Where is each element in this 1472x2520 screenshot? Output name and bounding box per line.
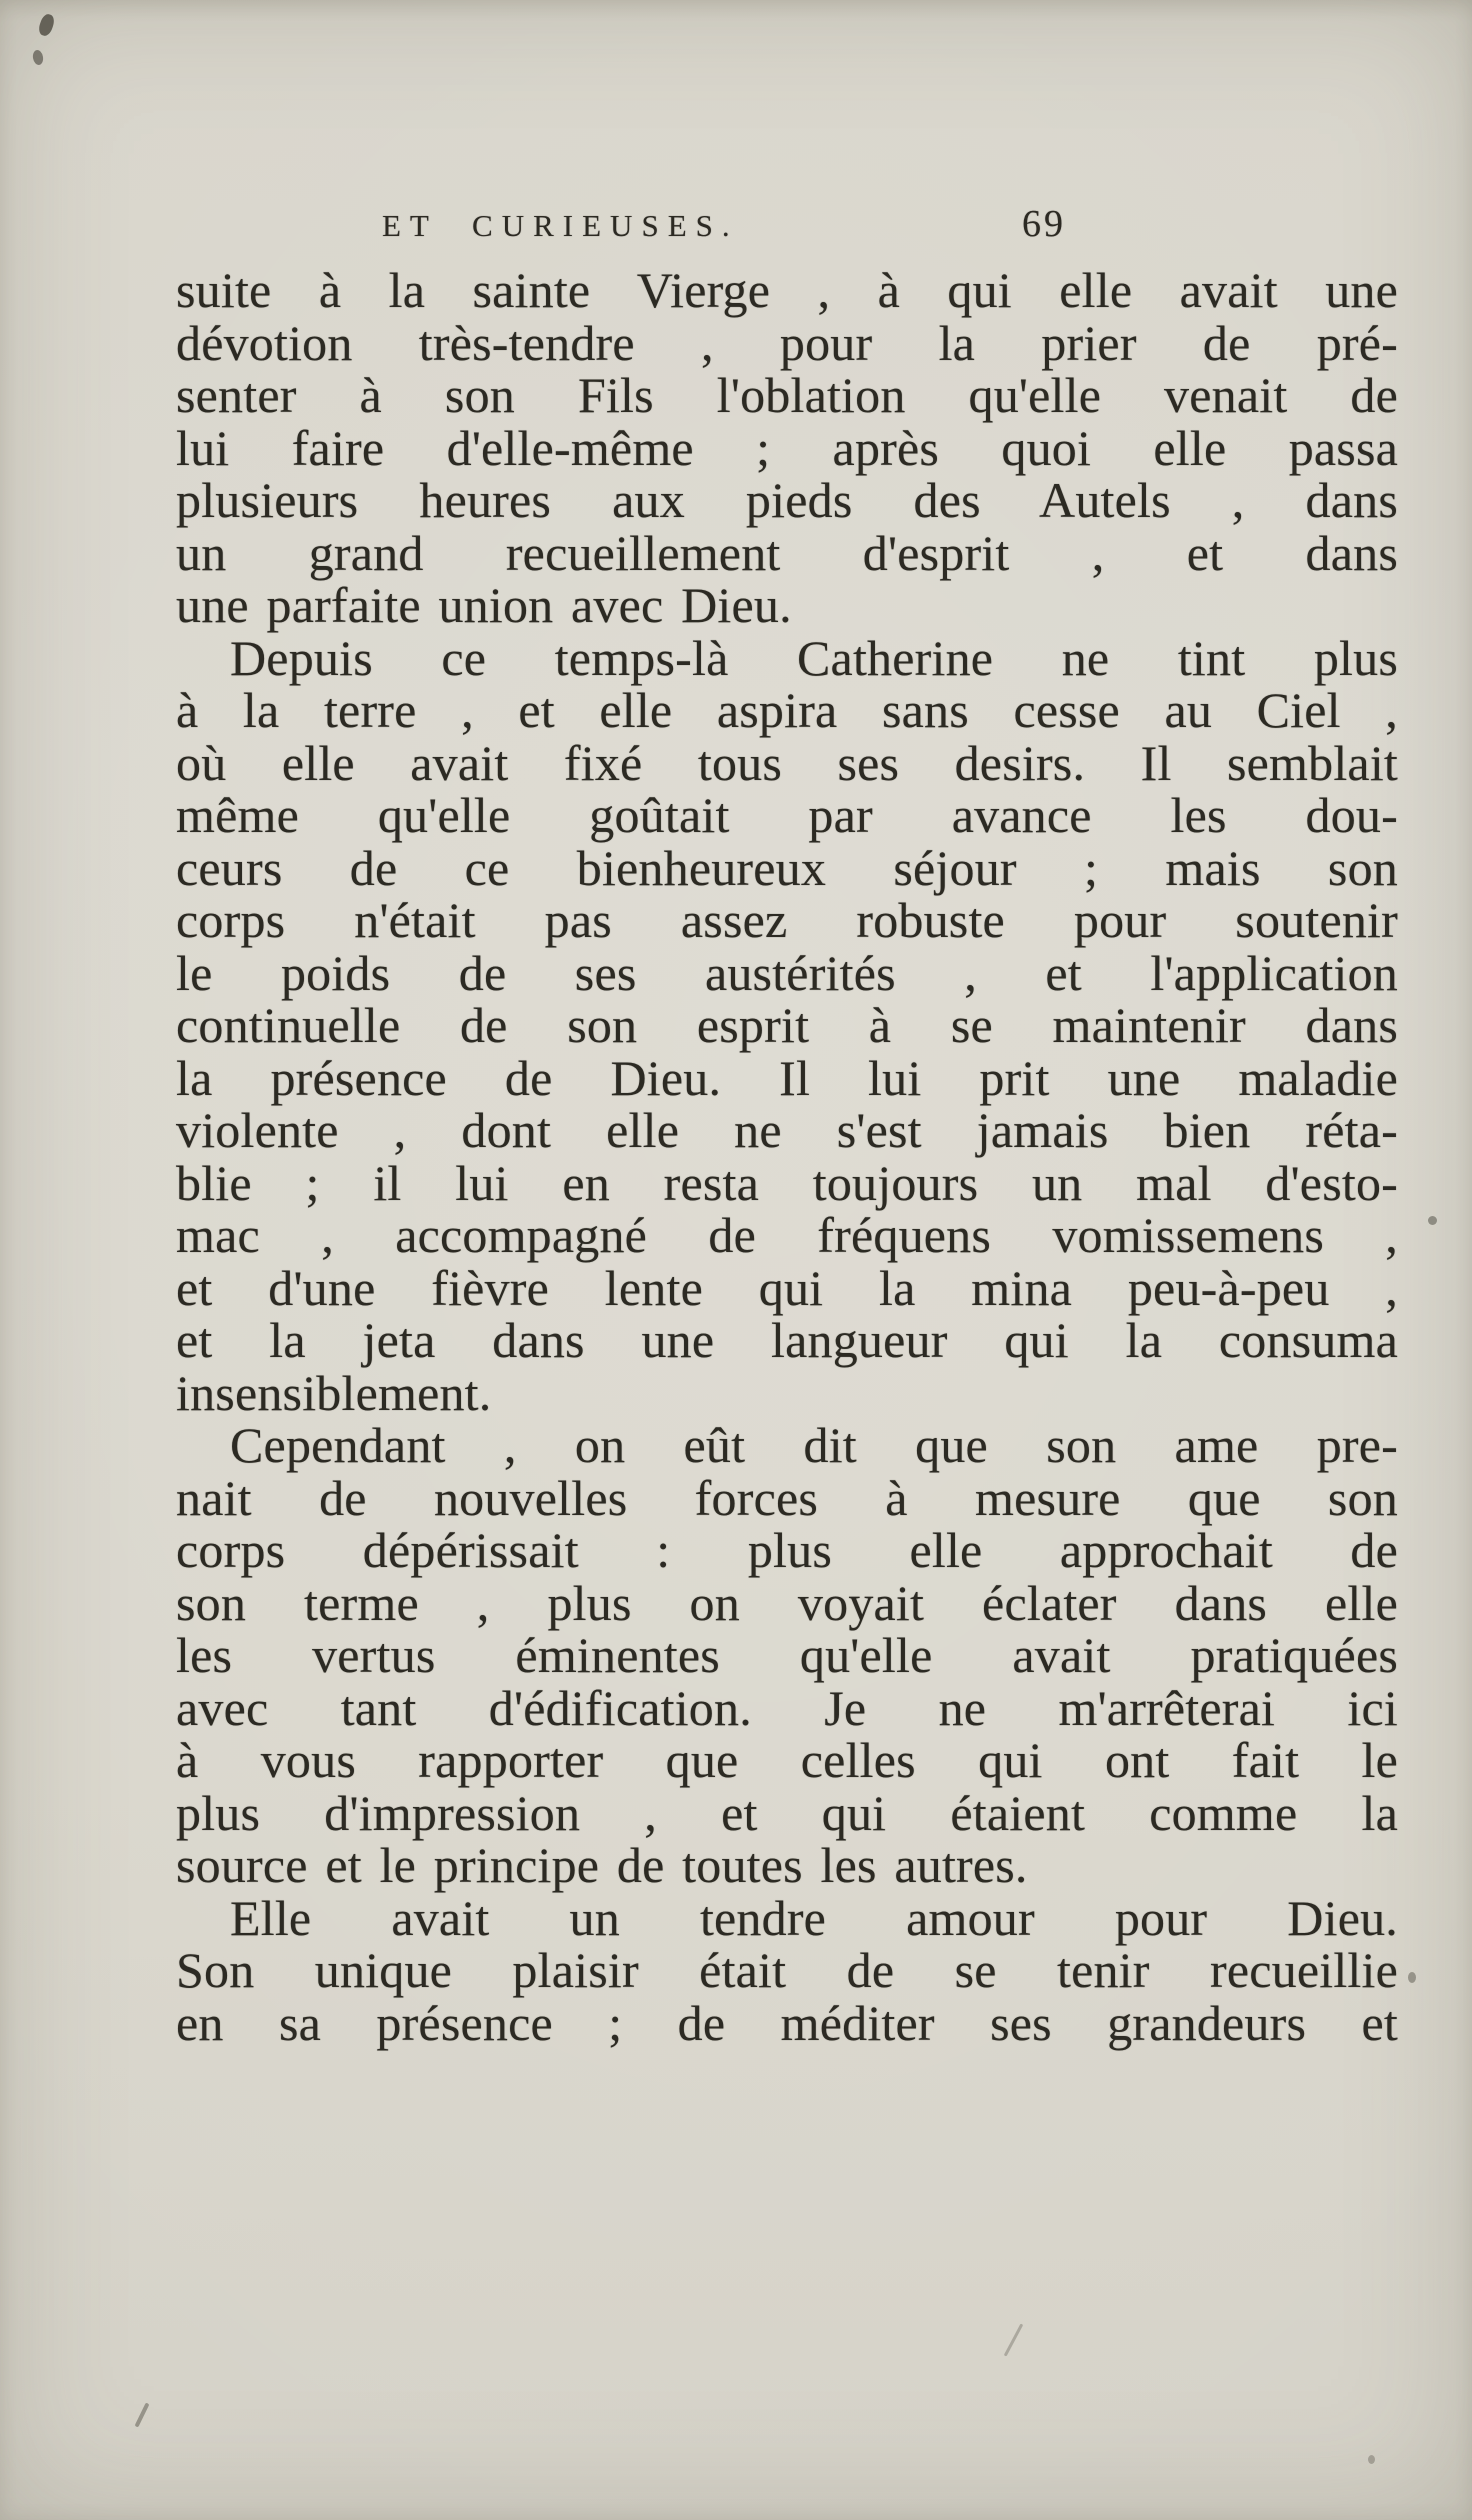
text-line: dévotion très-tendre , pour la prier de pré- [176,314,1398,371]
scan-artifact [37,13,56,38]
text-line: une parfaite union avec Dieu. [176,577,792,633]
text-line: source et le principe de toutes les autres. [176,1837,1028,1893]
text-line: à la terre , et elle aspira sans cesse au Ciel , [176,682,1398,738]
text-line: corps dépérissait : plus elle approchait de [176,1522,1398,1578]
text-line: le poids de ses austérités , et l'application [176,944,1398,1001]
scan-artifact [32,49,44,66]
text-line: et d'une fièvre lente qui la mina peu-à-peu , [176,1259,1398,1316]
text-line: un grand recueillement d'esprit , et dans [176,524,1398,581]
body-text [176,264,1398,2049]
text-line: continuelle de son esprit à se maintenir dans [176,997,1398,1053]
text-line: senter à son Fils l'oblation qu'elle venait de [176,367,1398,423]
text-line: Depuis ce temps-là Catherine ne tint plus [230,629,1398,686]
text-line: suite à la sainte Vierge , à qui elle avait une [176,262,1398,318]
text-line: corps n'était pas assez robuste pour soutenir [176,892,1398,948]
text-line: ceurs de ce bienheureux séjour ; mais son [176,839,1398,896]
text-line: insensiblement. [176,1364,492,1421]
text-line: où elle avait fixé tous ses desirs. Il semblait [176,734,1398,791]
scan-artifact [1368,2455,1375,2464]
text-line: et la jeta dans une langueur qui la consuma [176,1312,1398,1368]
text-line: nait de nouvelles forces à mesure que son [176,1469,1398,1526]
text-line: Son unique plaisir était de se tenir recueillie [176,1942,1398,1998]
scan-artifact [1408,1972,1416,1983]
scan-artifact [135,2402,150,2427]
text-line: Elle avait un tendre amour pour Dieu. [230,1889,1398,1946]
text-line: même qu'elle goûtait par avance les dou- [176,787,1398,843]
text-line: lui faire d'elle-même ; après quoi elle passa [176,419,1398,476]
text-line: plusieurs heures aux pieds des Autels , dans [176,472,1398,528]
text-line: son terme , plus on voyait éclater dans elle [176,1574,1398,1631]
running-header-title: ET CURIEUSES. [382,208,739,243]
text-line: blie ; il lui en resta toujours un mal d'esto- [176,1154,1398,1211]
scan-artifact [1004,2323,1024,2356]
text-line: violente , dont elle ne s'est jamais bien réta- [176,1102,1398,1158]
text-line: mac , accompagné de fréquens vomissemens , [176,1207,1398,1263]
text-line: avec tant d'édification. Je ne m'arrêterai ici [176,1679,1398,1736]
text-line: à vous rapporter que celles qui ont fait le [176,1732,1398,1788]
text-line: en sa présence ; de méditer ses grandeurs et [176,1994,1398,2051]
text-line: les vertus éminentes qu'elle avait pratiquées [176,1627,1398,1683]
text-line: plus d'impression , et qui étaient comme la [176,1784,1398,1841]
text-line: la présence de Dieu. Il lui prit une maladie [176,1049,1398,1106]
scan-artifact [1428,1216,1437,1225]
running-header [176,204,1398,254]
text-line: Cependant , on eût dit que son ame pre- [230,1417,1398,1473]
page-number: 69 [1022,203,1066,245]
